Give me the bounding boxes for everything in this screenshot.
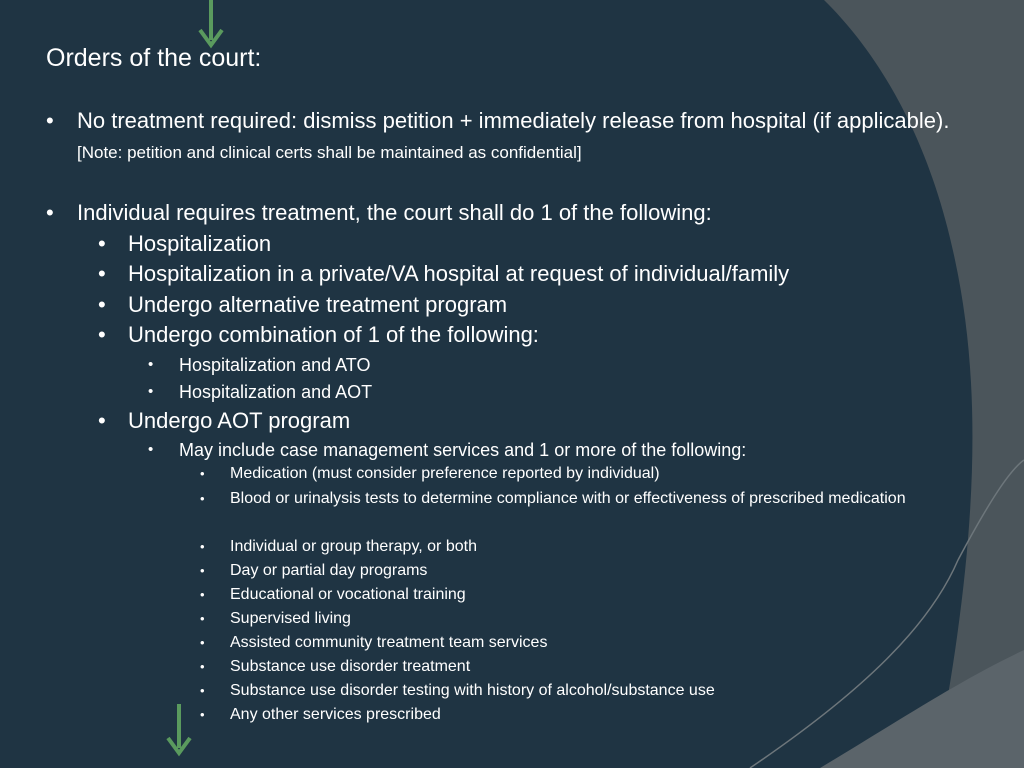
bullet-dot: • <box>98 292 106 317</box>
bullet-dot: • <box>98 322 106 347</box>
aot-service-text: Assisted community treatment team services <box>230 634 548 651</box>
bullet-dot: • <box>148 383 154 400</box>
aot-service-text: Medication (must consider preference reported by individual) <box>230 465 660 482</box>
bullet-dot: • <box>98 408 106 433</box>
bullet-dot: • <box>200 539 205 554</box>
bullet-dot: • <box>200 707 205 722</box>
confidential-note: [Note: petition and clinical certs shall be maintained as confidential] <box>77 143 582 162</box>
bullet-dot: • <box>200 611 205 626</box>
aot-service-text: Any other services prescribed <box>230 706 441 723</box>
option-text: Undergo combination of 1 of the following: <box>128 322 539 347</box>
bullet-dot: • <box>148 356 154 373</box>
bullet-dot: • <box>200 683 205 698</box>
option-text: Undergo alternative treatment program <box>128 292 508 317</box>
bullet-dot: • <box>46 200 54 225</box>
combination-text: Hospitalization and ATO <box>179 355 371 375</box>
combination-text: Hospitalization and AOT <box>179 382 373 402</box>
aot-service-text: Day or partial day programs <box>230 562 428 579</box>
bullet-dot: • <box>200 635 205 650</box>
aot-intro-text: May include case management services and 1 or more of the following: <box>179 440 747 460</box>
bullet-dot: • <box>200 466 205 481</box>
aot-service-text: Substance use disorder treatment <box>230 658 471 675</box>
bullet-dot: • <box>200 659 205 674</box>
bullet-dot: • <box>200 563 205 578</box>
aot-service-text: Blood or urinalysis tests to determine compliance with or effectiveness of prescribed medication <box>230 490 906 507</box>
aot-service-text: Substance use disorder testing with history of alcohol/substance use <box>230 682 715 699</box>
option-text: Undergo AOT program <box>128 408 351 433</box>
aot-service-text: Supervised living <box>230 610 351 627</box>
bullet-dot: • <box>200 491 205 506</box>
option-text: Hospitalization <box>128 231 272 256</box>
bullet-text: No treatment required: dismiss petition + immediately release from hospital (if applicable). <box>77 108 950 133</box>
option-text: Hospitalization in a private/VA hospital at request of individual/family <box>128 261 790 286</box>
aot-service-text: Individual or group therapy, or both <box>230 538 477 555</box>
bullet-text: Individual requires treatment, the court shall do 1 of the following: <box>77 200 712 225</box>
bullet-dot: • <box>46 108 54 133</box>
bullet-dot: • <box>148 441 154 458</box>
slide-title: Orders of the court: <box>46 44 262 72</box>
aot-service-text: Educational or vocational training <box>230 586 466 603</box>
bullet-dot: • <box>98 231 106 256</box>
bullet-dot: • <box>98 261 106 286</box>
bullet-dot: • <box>200 587 205 602</box>
